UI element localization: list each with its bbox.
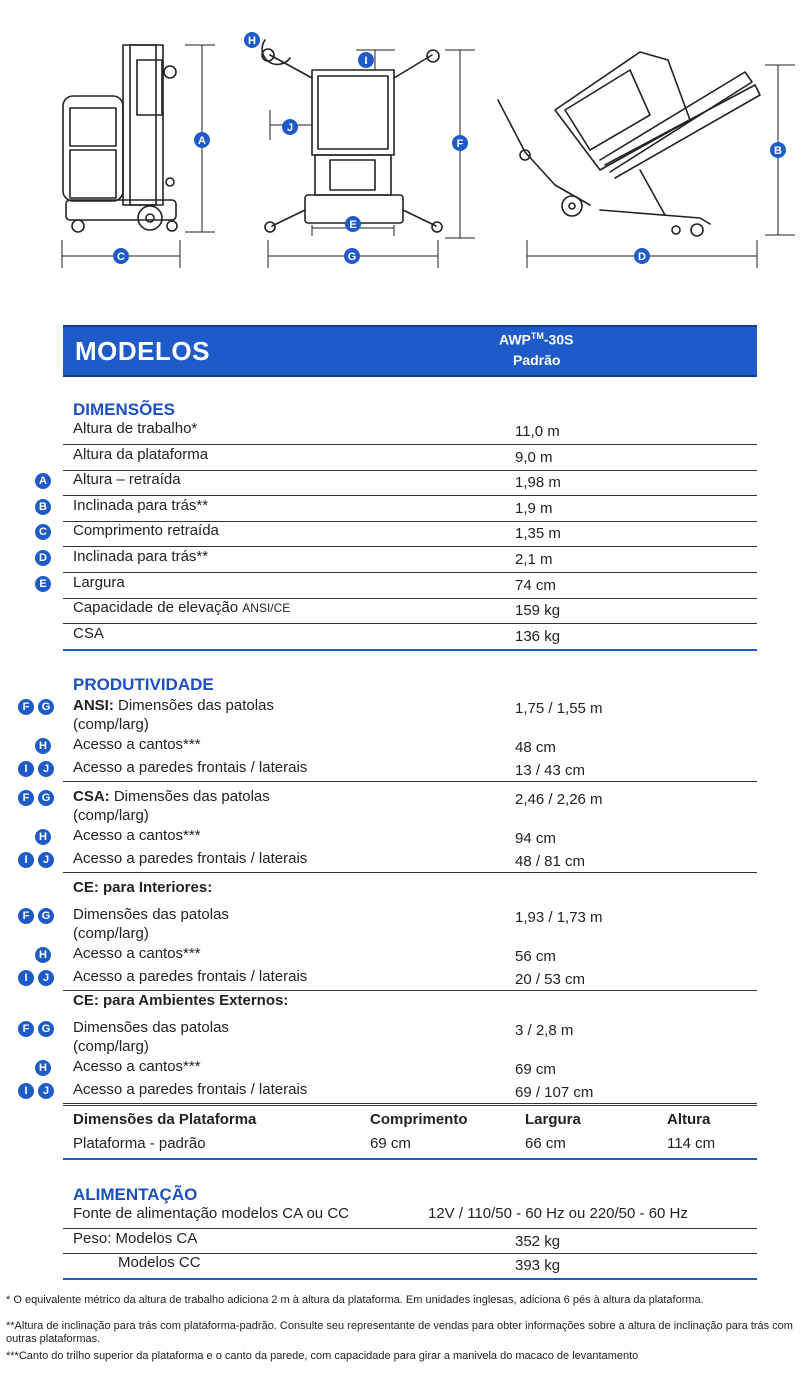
prod-badge-j: J [38, 761, 54, 777]
diagram-label-g: G [347, 251, 357, 263]
section-title-dimensoes: DIMENSÕES [73, 400, 176, 419]
prod-row-label: Acesso a cantos*** [73, 1058, 201, 1075]
prod-row-value: 20 / 53 cm [515, 971, 586, 988]
prod-row-bold-prefix: CSA: [73, 788, 110, 805]
prod-row-value: 48 / 81 cm [515, 853, 586, 870]
dim-row-value: 1,98 m [515, 474, 561, 491]
prod-badge-i: I [18, 970, 34, 986]
dim-row-value: 9,0 m [515, 449, 553, 466]
prod-row-value: 94 cm [515, 830, 556, 847]
weight-ca-label: Peso: Modelos CA [73, 1230, 198, 1247]
prod-row-label: Dimensões das patolas [73, 1019, 229, 1036]
prod-badge-i: I [18, 852, 34, 868]
prod-row-label: Acesso a cantos*** [73, 827, 201, 844]
prod-badge-g: G [38, 790, 54, 806]
diagram-label-d: D [638, 251, 646, 263]
dim-row-label: Altura de trabalho* [73, 420, 198, 437]
prod-badge-g: G [38, 699, 54, 715]
platform-col-height: Altura [667, 1111, 711, 1128]
divider [63, 1228, 757, 1229]
dim-row-label: Capacidade de elevação ANSI/CE [73, 599, 291, 616]
divider [63, 1278, 757, 1280]
prod-row-label: Dimensões das patolas [73, 906, 229, 923]
platform-height-value: 114 cm [667, 1135, 716, 1152]
dim-row-value: 74 cm [515, 577, 556, 594]
diagram-label-i: I [364, 55, 368, 67]
dimension-diagrams [0, 0, 810, 290]
tilted-view-drawing [498, 52, 760, 236]
prod-row-label: Acesso a paredes frontais / laterais [73, 850, 308, 867]
prod-badge-f: F [18, 790, 34, 806]
prod-row-label-cont: (comp/larg) [73, 807, 149, 824]
power-source-label: Fonte de alimentação modelos CA ou CC [73, 1205, 349, 1222]
dim-badge-b: B [35, 499, 51, 515]
weight-cc-value: 393 kg [515, 1257, 561, 1274]
prod-badge-h: H [35, 947, 51, 963]
dim-row-label: Inclinada para trás** [73, 497, 209, 514]
prod-row-label: Acesso a cantos*** [73, 736, 201, 753]
dim-row-value: 11,0 m [515, 423, 560, 440]
power-source-value: 12V / 110/50 - 60 Hz ou 220/50 - 60 Hz [428, 1205, 688, 1222]
platform-col-width: Largura [525, 1111, 581, 1128]
prod-badge-g: G [38, 1021, 54, 1037]
diagram-label-f: F [456, 138, 464, 150]
footnote-3: ***Canto do trilho superior da plataforma e o canto da parede, com capacidade para girar a manivela do macaco de levantamento [6, 1350, 639, 1362]
dim-row-label: Inclinada para trás** [73, 548, 209, 565]
dim-badge-d: D [35, 550, 51, 566]
prod-row-label: CSA: Dimensões das patolas [73, 788, 270, 805]
platform-dimensions-heading: Dimensões da Plataforma [73, 1111, 257, 1128]
prod-row-label-cont: (comp/larg) [73, 1038, 149, 1055]
dim-row-label: Altura – retraída [73, 471, 181, 488]
prod-row-label: Acesso a paredes frontais / laterais [73, 968, 308, 985]
prod-row-label: Acesso a paredes frontais / laterais [73, 759, 308, 776]
dim-row-label: CSA [73, 625, 104, 642]
prod-row-bold-prefix: ANSI: [73, 697, 114, 714]
prod-badge-i: I [18, 761, 34, 777]
prod-row-value: 69 / 107 cm [515, 1084, 594, 1101]
models-title: MODELOS [75, 336, 210, 366]
weight-cc-label: Modelos CC [118, 1254, 201, 1271]
divider [63, 990, 757, 991]
divider [63, 781, 757, 782]
dim-row-value: 136 kg [515, 628, 561, 645]
diagram-label-c: C [117, 251, 125, 263]
divider [63, 444, 757, 445]
prod-row-value: 48 cm [515, 739, 556, 756]
prod-row-value: 13 / 43 cm [515, 762, 586, 779]
dim-badge-c: C [35, 524, 51, 540]
prod-badge-i: I [18, 1083, 34, 1099]
prod-badge-g: G [38, 908, 54, 924]
model-variant: Padrão [513, 352, 561, 368]
dim-row-label-small: ANSI/CE [242, 601, 291, 615]
divider [63, 623, 757, 624]
footnote-1: * O equivalente métrico da altura de trabalho adiciona 2 m à altura da plataforma. Em unidades inglesas, adiciona 6 pés à altura da plataforma. [6, 1294, 704, 1306]
prod-row-value: 2,46 / 2,26 m [515, 791, 603, 808]
divider [63, 1103, 757, 1104]
prod-row-value: 56 cm [515, 948, 556, 965]
prod-badge-f: F [18, 1021, 34, 1037]
diagram-label-h: H [248, 35, 256, 47]
divider [63, 649, 757, 651]
prod-badge-h: H [35, 738, 51, 754]
prod-group-heading: CE: para Ambientes Externos: [73, 992, 289, 1009]
section-title-alimentacao: ALIMENTAÇÃO [73, 1185, 198, 1204]
prod-badge-h: H [35, 1060, 51, 1076]
dim-row-value: 159 kg [515, 602, 561, 619]
front-view-drawing [262, 40, 442, 232]
weight-ca-value: 352 kg [515, 1233, 561, 1250]
diagram-label-a: A [198, 135, 206, 147]
prod-row-label-cont: (comp/larg) [73, 925, 149, 942]
model-name: AWP™-30S [499, 331, 574, 348]
diagram-label-b: B [774, 145, 782, 157]
prod-badge-j: J [38, 1083, 54, 1099]
dim-row-value: 1,9 m [515, 500, 553, 517]
diagram-label-j: J [286, 122, 294, 134]
prod-row-label-cont: (comp/larg) [73, 716, 149, 733]
dim-row-value: 2,1 m [515, 551, 553, 568]
divider [63, 572, 757, 573]
section-title-produtividade: PRODUTIVIDADE [73, 675, 214, 694]
prod-row-label: Acesso a paredes frontais / laterais [73, 1081, 308, 1098]
platform-row-label: Plataforma - padrão [73, 1135, 206, 1152]
prod-badge-f: F [18, 908, 34, 924]
prod-badge-h: H [35, 829, 51, 845]
dim-badge-a: A [35, 473, 51, 489]
prod-badge-j: J [38, 970, 54, 986]
prod-badge-f: F [18, 699, 34, 715]
platform-length-value: 69 cm [370, 1135, 411, 1152]
prod-row-label: Acesso a cantos*** [73, 945, 201, 962]
models-header-bar [63, 325, 757, 377]
prod-row-value: 1,75 / 1,55 m [515, 700, 603, 717]
prod-badge-j: J [38, 852, 54, 868]
divider [63, 1105, 757, 1106]
dim-row-label: Largura [73, 574, 125, 591]
divider [63, 872, 757, 873]
divider [63, 546, 757, 547]
prod-row-label: ANSI: Dimensões das patolas [73, 697, 274, 714]
dim-row-value: 1,35 m [515, 525, 561, 542]
prod-row-value: 69 cm [515, 1061, 556, 1078]
dim-badge-e: E [35, 576, 51, 592]
prod-row-value: 1,93 / 1,73 m [515, 909, 603, 926]
dim-row-label: Altura da plataforma [73, 446, 209, 463]
platform-col-length: Comprimento [370, 1111, 468, 1128]
side-view-drawing [63, 45, 177, 232]
prod-group-heading: CE: para Interiores: [73, 879, 213, 896]
diagram-label-e: E [349, 219, 357, 231]
platform-width-value: 66 cm [525, 1135, 566, 1152]
prod-row-value: 3 / 2,8 m [515, 1022, 574, 1039]
footnote-2: **Altura de inclinação para trás com plataforma-padrão. Consulte seu representante de vendas para obter informações sobre a altura de inclinação para trás com outras plataformas. [6, 1320, 793, 1345]
divider [63, 495, 757, 496]
dim-row-label: Comprimento retraída [73, 522, 219, 539]
divider [63, 1158, 757, 1160]
